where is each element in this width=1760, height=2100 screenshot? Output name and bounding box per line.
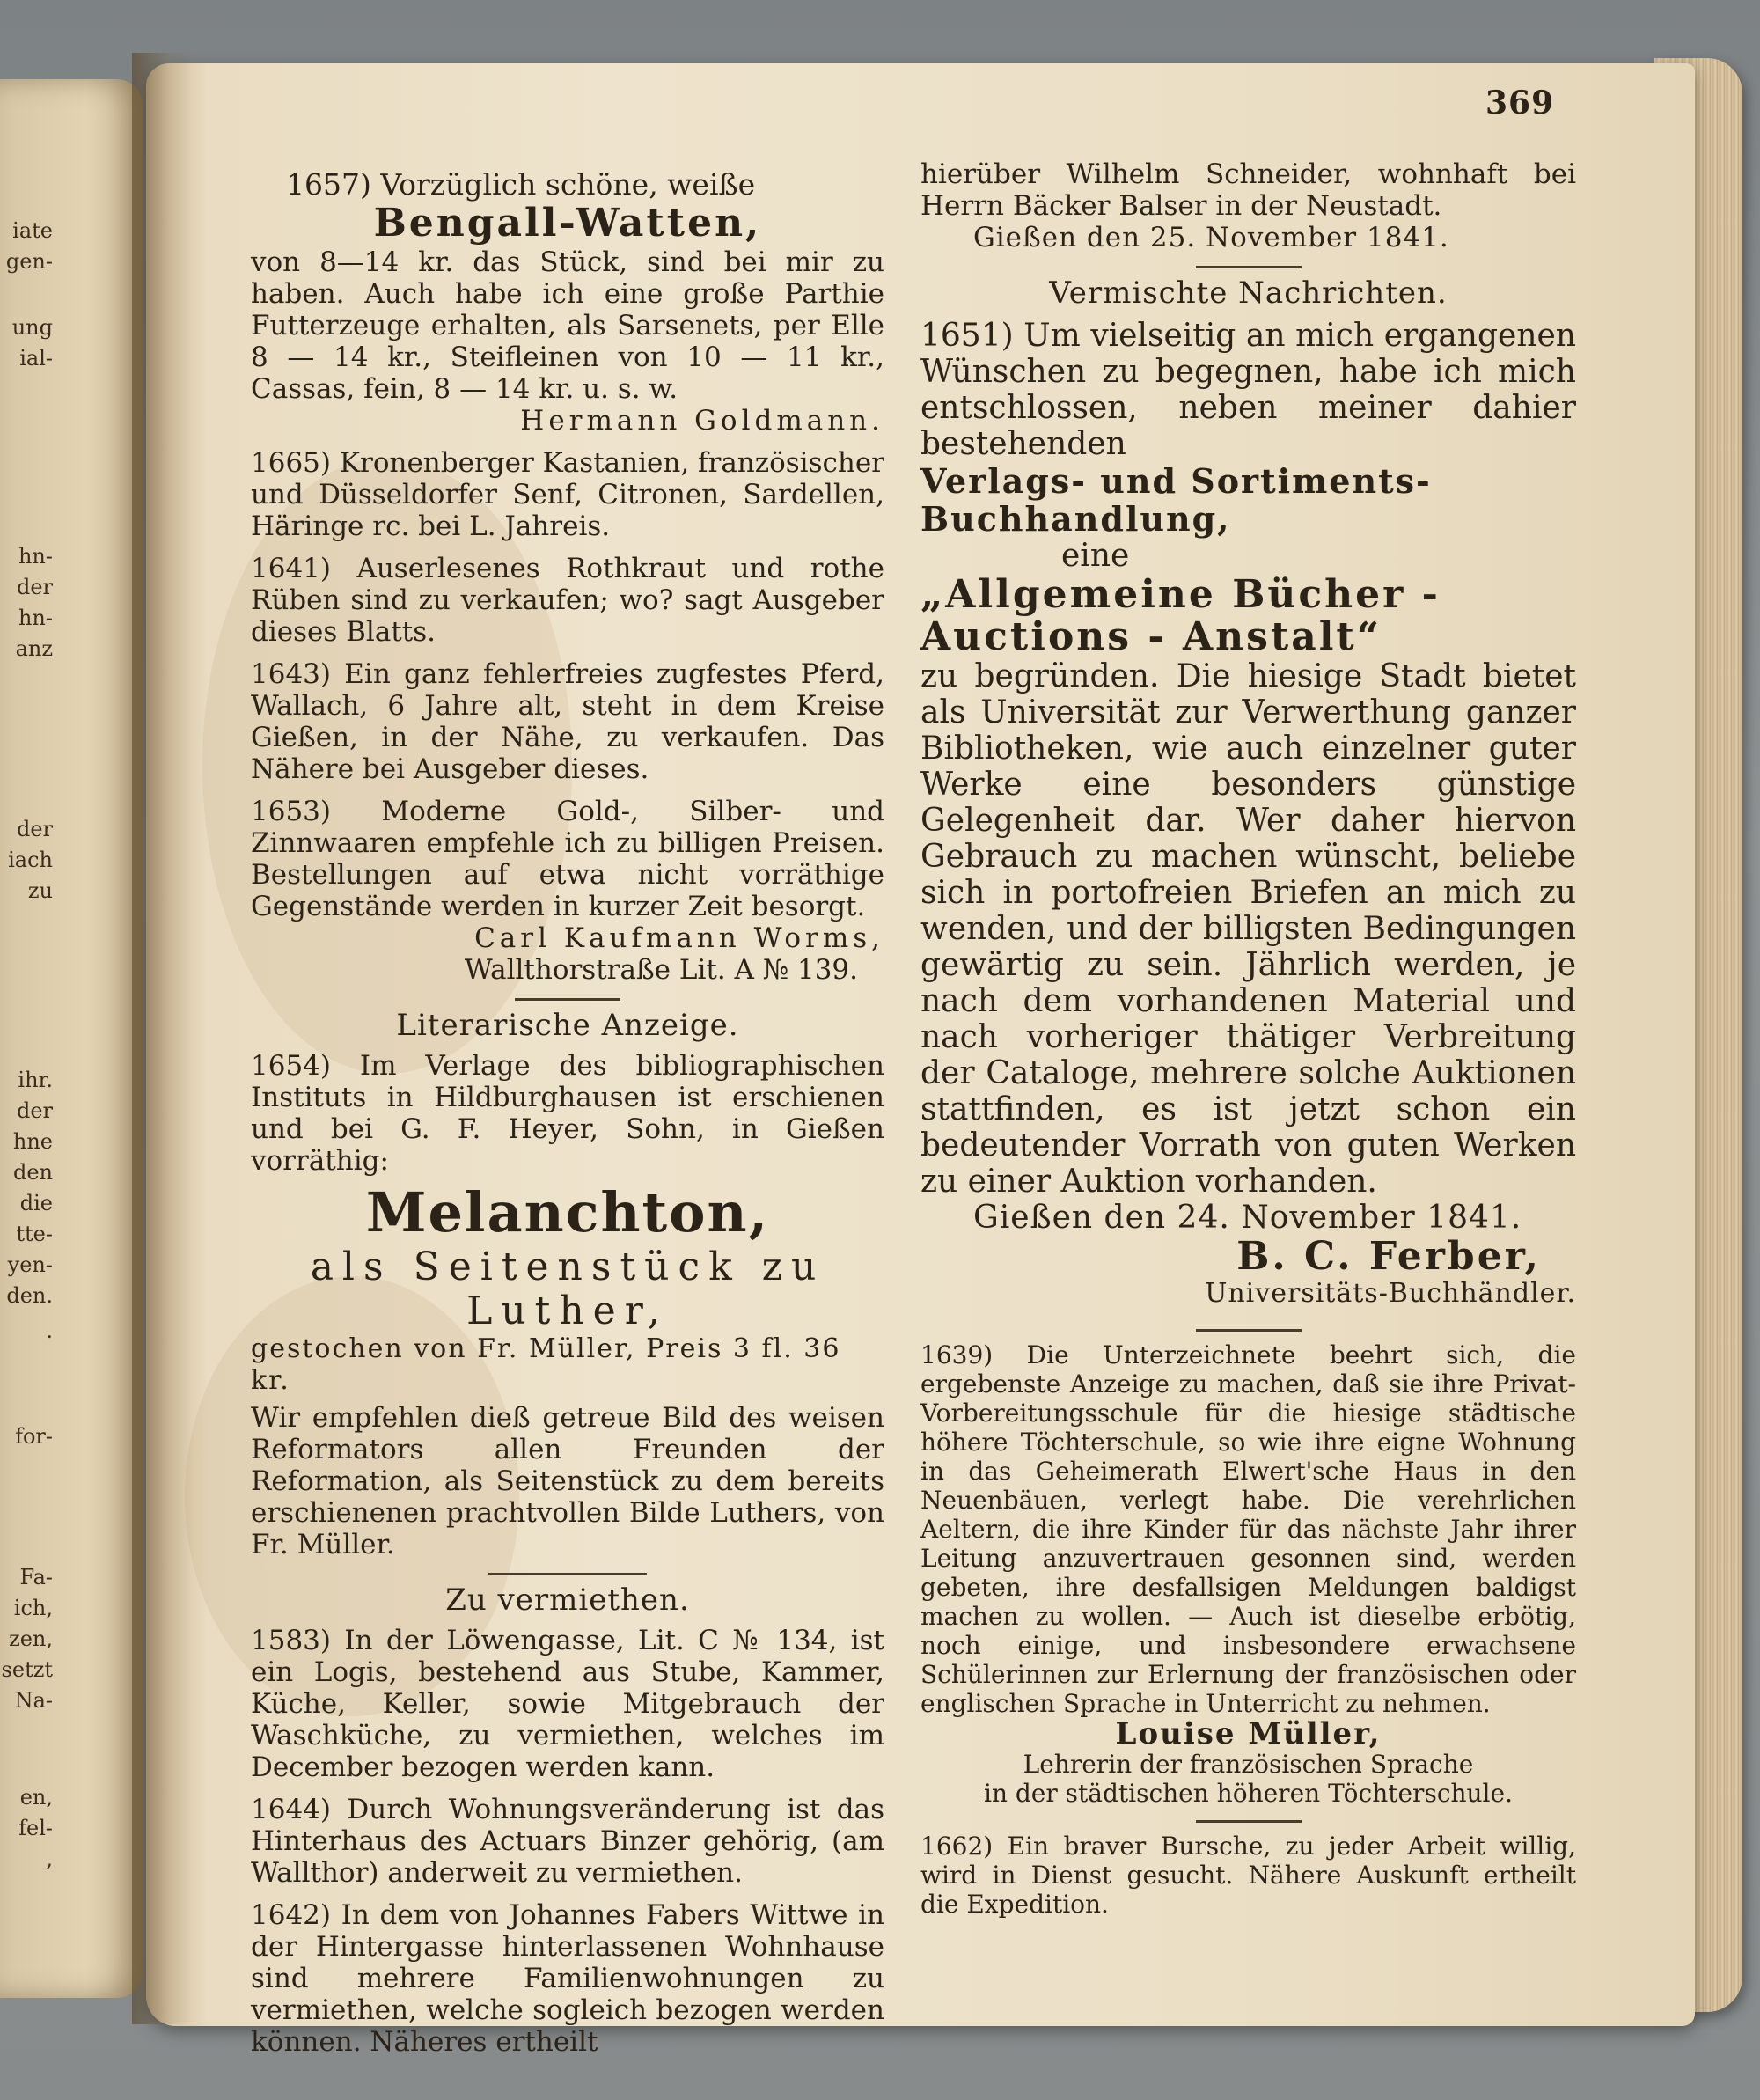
left-page-fragment: hne [12, 1129, 53, 1154]
ad-1653 [251, 796, 884, 986]
ad-body: von 8—14 kr. das Stück, sind bei mir zu haben. Auch habe ich eine große Parthie Futterzeuge erhalten, als Sarsenets, per Elle 8 — 14 kr., Steifleinen von 10 — 11 kr., Cassas, fein, 8 — 14 kr. u. s. w. [251, 246, 884, 405]
ad-role-line-2: in der städtischen höheren Töchterschule. [983, 1779, 1513, 1808]
left-page-fragment: Fa- [19, 1565, 53, 1590]
ad-1641: 1641) Auserlesenes Rothkraut und rothe Rüben sind zu verkaufen; wo? sagt Ausgeber dieses Blatts. [251, 553, 884, 648]
ad-signature: B. C. Ferber, [1236, 1234, 1541, 1279]
right-column [920, 158, 1576, 1929]
left-page-fragment: fel- [18, 1816, 53, 1840]
continuation-date: Gießen den 25. November 1841. [973, 222, 1449, 253]
left-page-fragment: tte- [16, 1222, 53, 1246]
left-page-fragment: iate [12, 218, 53, 243]
ad-1662: 1662) Ein braver Bursche, zu jeder Arbeit willig, wird in Dienst gesucht. Nähere Auskunft ertheilt die Expedition. [920, 1832, 1576, 1919]
divider [1196, 266, 1302, 268]
left-page-fragment: . [46, 1318, 53, 1343]
left-page-fragment: ung [11, 315, 53, 340]
divider [1196, 1329, 1302, 1332]
ad-eine: eine [1061, 538, 1130, 574]
left-page-fragment: iach [8, 848, 53, 872]
left-page-fragment: setzt [1, 1657, 53, 1682]
book-title: Melanchton, [365, 1180, 770, 1245]
divider [515, 998, 620, 1001]
ad-signature: Hermann Goldmann. [520, 405, 884, 437]
book-subtitle: als Seitenstück zu Luther, [310, 1245, 825, 1333]
left-page-fragment: zen, [9, 1626, 53, 1651]
divider [1196, 1820, 1302, 1823]
left-page-fragment: den [12, 1160, 53, 1185]
section-heading-vermiethen: Zu vermiethen. [445, 1582, 690, 1618]
left-column [251, 169, 884, 2068]
ad-1639 [920, 1340, 1576, 1808]
page-number: 369 [1485, 84, 1555, 121]
left-page-fragment: anz [15, 636, 53, 661]
ad-date: Gießen den 24. November 1841. [973, 1200, 1522, 1236]
ad-body: 1653) Moderne Gold-, Silber- und Zinnwaaren empfehle ich zu billigen Preisen. Bestellungen auf etwa nicht vorräthige Gegenstände werden in kurzer Zeit besorgt. [251, 796, 884, 922]
ad-body: 1654) Im Verlage des bibliographischen Instituts in Hildburghausen ist erschienen und bei G. F. Heyer, Sohn, in Gießen vorräthig: [251, 1050, 884, 1177]
ad-1654 [251, 1050, 884, 1560]
left-page-fragment: der [16, 1098, 53, 1123]
book-gutter-shadow [132, 53, 194, 2024]
continuation-text: hierüber Wilhelm Schneider, wohnhaft bei Herrn Bäcker Balser in der Neustadt. [920, 158, 1576, 222]
left-page-fragment: die [19, 1191, 53, 1215]
left-page-fragment: yen- [7, 1252, 53, 1277]
left-page-fragment: zu [27, 878, 53, 903]
left-page-fragment: for- [15, 1424, 53, 1449]
ad-recommendation: Wir empfehlen dieß getreue Bild des weisen Reformators allen Freunden der Reformation, als Seitenstück zu dem bereits erschienenen prachtvollen Bilde Luthers, von Fr. Müller. [251, 1402, 884, 1560]
ad-1643: 1643) Ein ganz fehlerfreies zugfestes Pferd, Wallach, 6 Jahre alt, steht in dem Kreise Gießen, in der Nähe, zu verkaufen. Das Nähere bei Ausgeber dieses. [251, 658, 884, 785]
ad-1665: 1665) Kronenberger Kastanien, französischer und Düsseldorfer Senf, Citronen, Sardellen, Häringe rc. bei L. Jahreis. [251, 447, 884, 542]
left-page-fragment: ial- [19, 346, 53, 371]
book-engraver-price: gestochen von Fr. Müller, Preis 3 fl. 36 kr. [251, 1333, 841, 1396]
ad-1651 [920, 318, 1576, 1310]
left-page-fragment: den. [6, 1283, 53, 1308]
ad-firm-name: Verlags- und Sortiments-Buchhandlung, [920, 461, 1432, 539]
ad-role: Universitäts-Buchhändler. [1205, 1278, 1576, 1309]
left-page-fragment: ich, [13, 1596, 53, 1620]
section-heading-literarische: Literarische Anzeige. [396, 1008, 739, 1043]
left-page-fragment: ihr. [18, 1068, 53, 1092]
ad-auction-title: „Allgemeine Bücher - Auctions - Anstalt“ [920, 572, 1441, 659]
ad-body: zu begründen. Die hiesige Stadt bietet als Universität zur Verwerthung ganzer Bibliotheken, wie auch einzelner guter Werke eine besonders günstige Gelegenheit dar. Wer daher hiervon Gebrauch zu machen wünscht, beliebe sich in portofreien Briefen an mich zu wenden, und der billigsten Bedingungen gewärtig zu sein. Jährlich werden, je nach dem vorhandenen Material und nach vorheriger thätiger Verbreitung der Cataloge, mehrere solche Auktionen stattfinden, es ist jetzt schon ein bedeutender Vorrath von guten Werken zu einer Auktion vorhanden. [920, 658, 1576, 1200]
left-page-fragment: der [16, 817, 53, 841]
left-page-fragment: der [16, 575, 53, 599]
ad-signature: Carl Kaufmann Worms, [474, 922, 884, 954]
ad-body: 1639) Die Unterzeichnete beehrt sich, die ergebenste Anzeige zu machen, daß sie ihre Privat-Vorbereitungsschule für die hiesige städtische höhere Töchterschule, so wie ihre eigne Wohnung in das Geheimerath Elwert'sche Haus in den Neuenbäuen, verlegt habe. Die verehrlichen Aeltern, die ihre Kinder für das nächste Jahr ihrer Leitung anzuvertrauen gesonnen sind, werden gebeten, ihre desfallsigen Meldungen baldigst machen zu wollen. — Auch ist dieselbe erbötig, noch einige, und insbesondere erwachsene Schülerinnen zur Erlernung der französischen oder englischen Sprache in Unterricht zu nehmen. [920, 1340, 1576, 1718]
ad-intro: 1657) Vorzüglich schöne, weiße [286, 167, 756, 202]
ad-1657 [251, 169, 884, 437]
ad-intro: 1651) Um vielseitig an mich ergangenen Wünschen zu begegnen, habe ich mich entschlossen, neben meiner dahier bestehenden [920, 318, 1576, 462]
ad-signature: Louise Müller, [1115, 1716, 1382, 1751]
left-page-fragment: en, [19, 1785, 53, 1810]
ad-headline: Bengall-Watten, [373, 201, 762, 246]
left-page-edge [0, 79, 143, 1998]
left-page-fragment: hn- [18, 544, 53, 569]
ad-role-line-1: Lehrerin der französischen Sprache [1023, 1750, 1474, 1779]
left-page-fragment: hn- [18, 606, 53, 630]
divider [488, 1573, 647, 1575]
ad-1642: 1642) In dem von Johannes Fabers Wittwe in der Hintergasse hinterlassenen Wohnhause sind mehrere Familienwohnungen zu vermiethen, welche sogleich bezogen werden können. Näheres ertheilt [251, 1899, 884, 2058]
ad-address: Wallthorstraße Lit. A № 139. [464, 954, 858, 986]
left-page-fragment: gen- [5, 249, 53, 274]
left-page-fragment: , [46, 1847, 53, 1871]
ad-1583: 1583) In der Löwengasse, Lit. C № 134, ist ein Logis, bestehend aus Stube, Kammer, Küche, Keller, sowie Mitgebrauch der Waschküche, zu vermiethen, welches im December bezogen werden kann. [251, 1625, 884, 1783]
left-page-fragment: Na- [14, 1688, 53, 1713]
ad-1644: 1644) Durch Wohnungsveränderung ist das Hinterhaus des Actuars Binzer gehörig, (am Wallthor) anderweit zu vermiethen. [251, 1794, 884, 1889]
section-heading-vermischte: Vermischte Nachrichten. [1049, 275, 1448, 311]
